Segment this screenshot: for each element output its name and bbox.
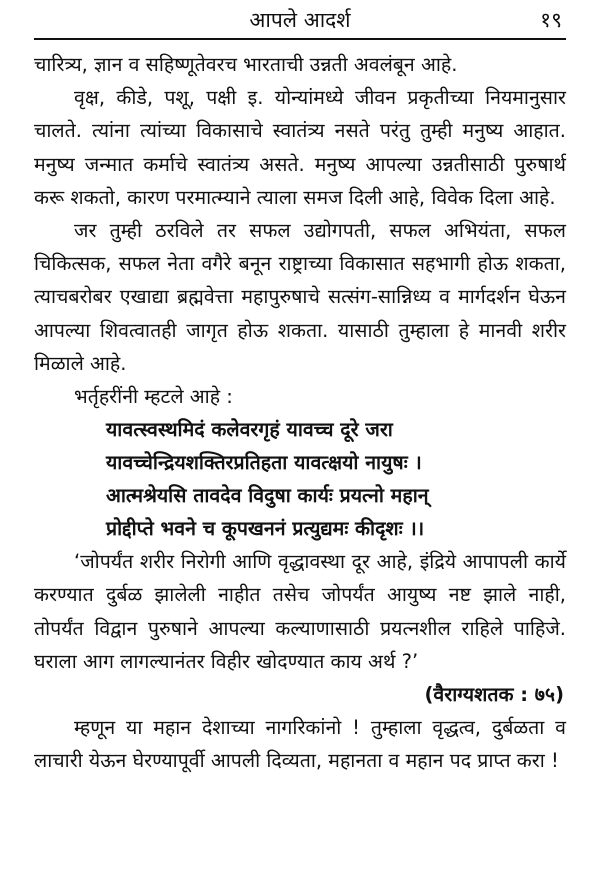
paragraph-4: भर्तृहरींनी म्हटले आहे : [74,385,233,409]
sanskrit-verse [34,413,566,545]
page-number: १९ [540,8,562,32]
header-rule [34,38,566,40]
verse-line-2: यावच्चेन्द्रियशक्तिरप्रतिहता यावत्क्षयो नायुषः । [106,451,422,475]
verse-line-3: आत्मश्रेयसि तावदेव विदुषा कार्यः प्रयत्नो महान् [106,484,429,508]
page-body [34,48,566,778]
verse-line-1: यावत्स्वस्थमिदं कलेवरगृहं यावच्च दूरे जरा [106,418,393,442]
paragraph-3: जर तुम्ही ठरविले तर सफल उद्योगपती, सफल अभियंता, सफल चिकित्सक, सफल नेता वगैरे बनून राष्ट्राच्या विकासात सहभागी होऊ शकता, त्याचबरोबर एखाद्या ब्रह्मवेत्ता महापुरुषाचे सत्संग-सान्निध्य व मार्गदर्शन घेऊन आपल्या शिवत्वातही जागृत होऊ शकता. यासाठी तुम्हाला हे मानवी शरीर मिळाले आहे. [34,219,566,375]
paragraph-1: चारित्र्य, ज्ञान व सहिष्णूतेवरच भारताची उन्नती अवलंबून आहे. [34,53,458,76]
page-header [34,0,566,36]
paragraph-translation: ‘जोपर्यंत शरीर निरोगी आणि वृद्धावस्था दूर आहे, इंद्रिये आपापली कार्ये करण्यात दुर्बळ झालेली नाहीत तसेच जोपर्यंत आयुष्य नष्ट झाले नाही, तोपर्यंत विद्वान पुरुषाने आपल्या कल्याणासाठी प्रयत्नशील राहिले पाहिजे. घराला आग लागल्यानंतर विहीर खोदण्यात काय अर्थ ?’ [34,550,566,673]
verse-source: (वैराग्यशतक : ७५) [424,683,564,707]
paragraph-6: म्हणून या महान देशाच्या नागरिकांनो ! तुम्हाला वृद्धत्व, दुर्बळता व लाचारी येऊन घेरण्यापूर्वी आपली दिव्यता, महानता व महान पद प्राप्त करा ! [34,716,566,773]
running-title: आपले आदर्श [249,8,351,32]
paragraph-2: वृक्ष, कीडे, पशू, पक्षी इ. योन्यांमध्ये जीवन प्रकृतीच्या नियमानुसार चालते. त्यांना त्यांच्या विकासाचे स्वातंत्र्य नसते परंतु तुम्ही मनुष्य आहात. मनुष्य जन्मात कर्माचे स्वातंत्र्य असते. मनुष्य आपल्या उन्नतीसाठी पुरुषार्थ करू शकतो, कारण परमात्म्याने त्याला समज दिली आहे, विवेक दिला आहे. [34,86,566,209]
verse-line-4: प्रोद्दीप्ते भवने च कूपखननं प्रत्युद्यमः कीदृशः ।। [106,517,425,541]
